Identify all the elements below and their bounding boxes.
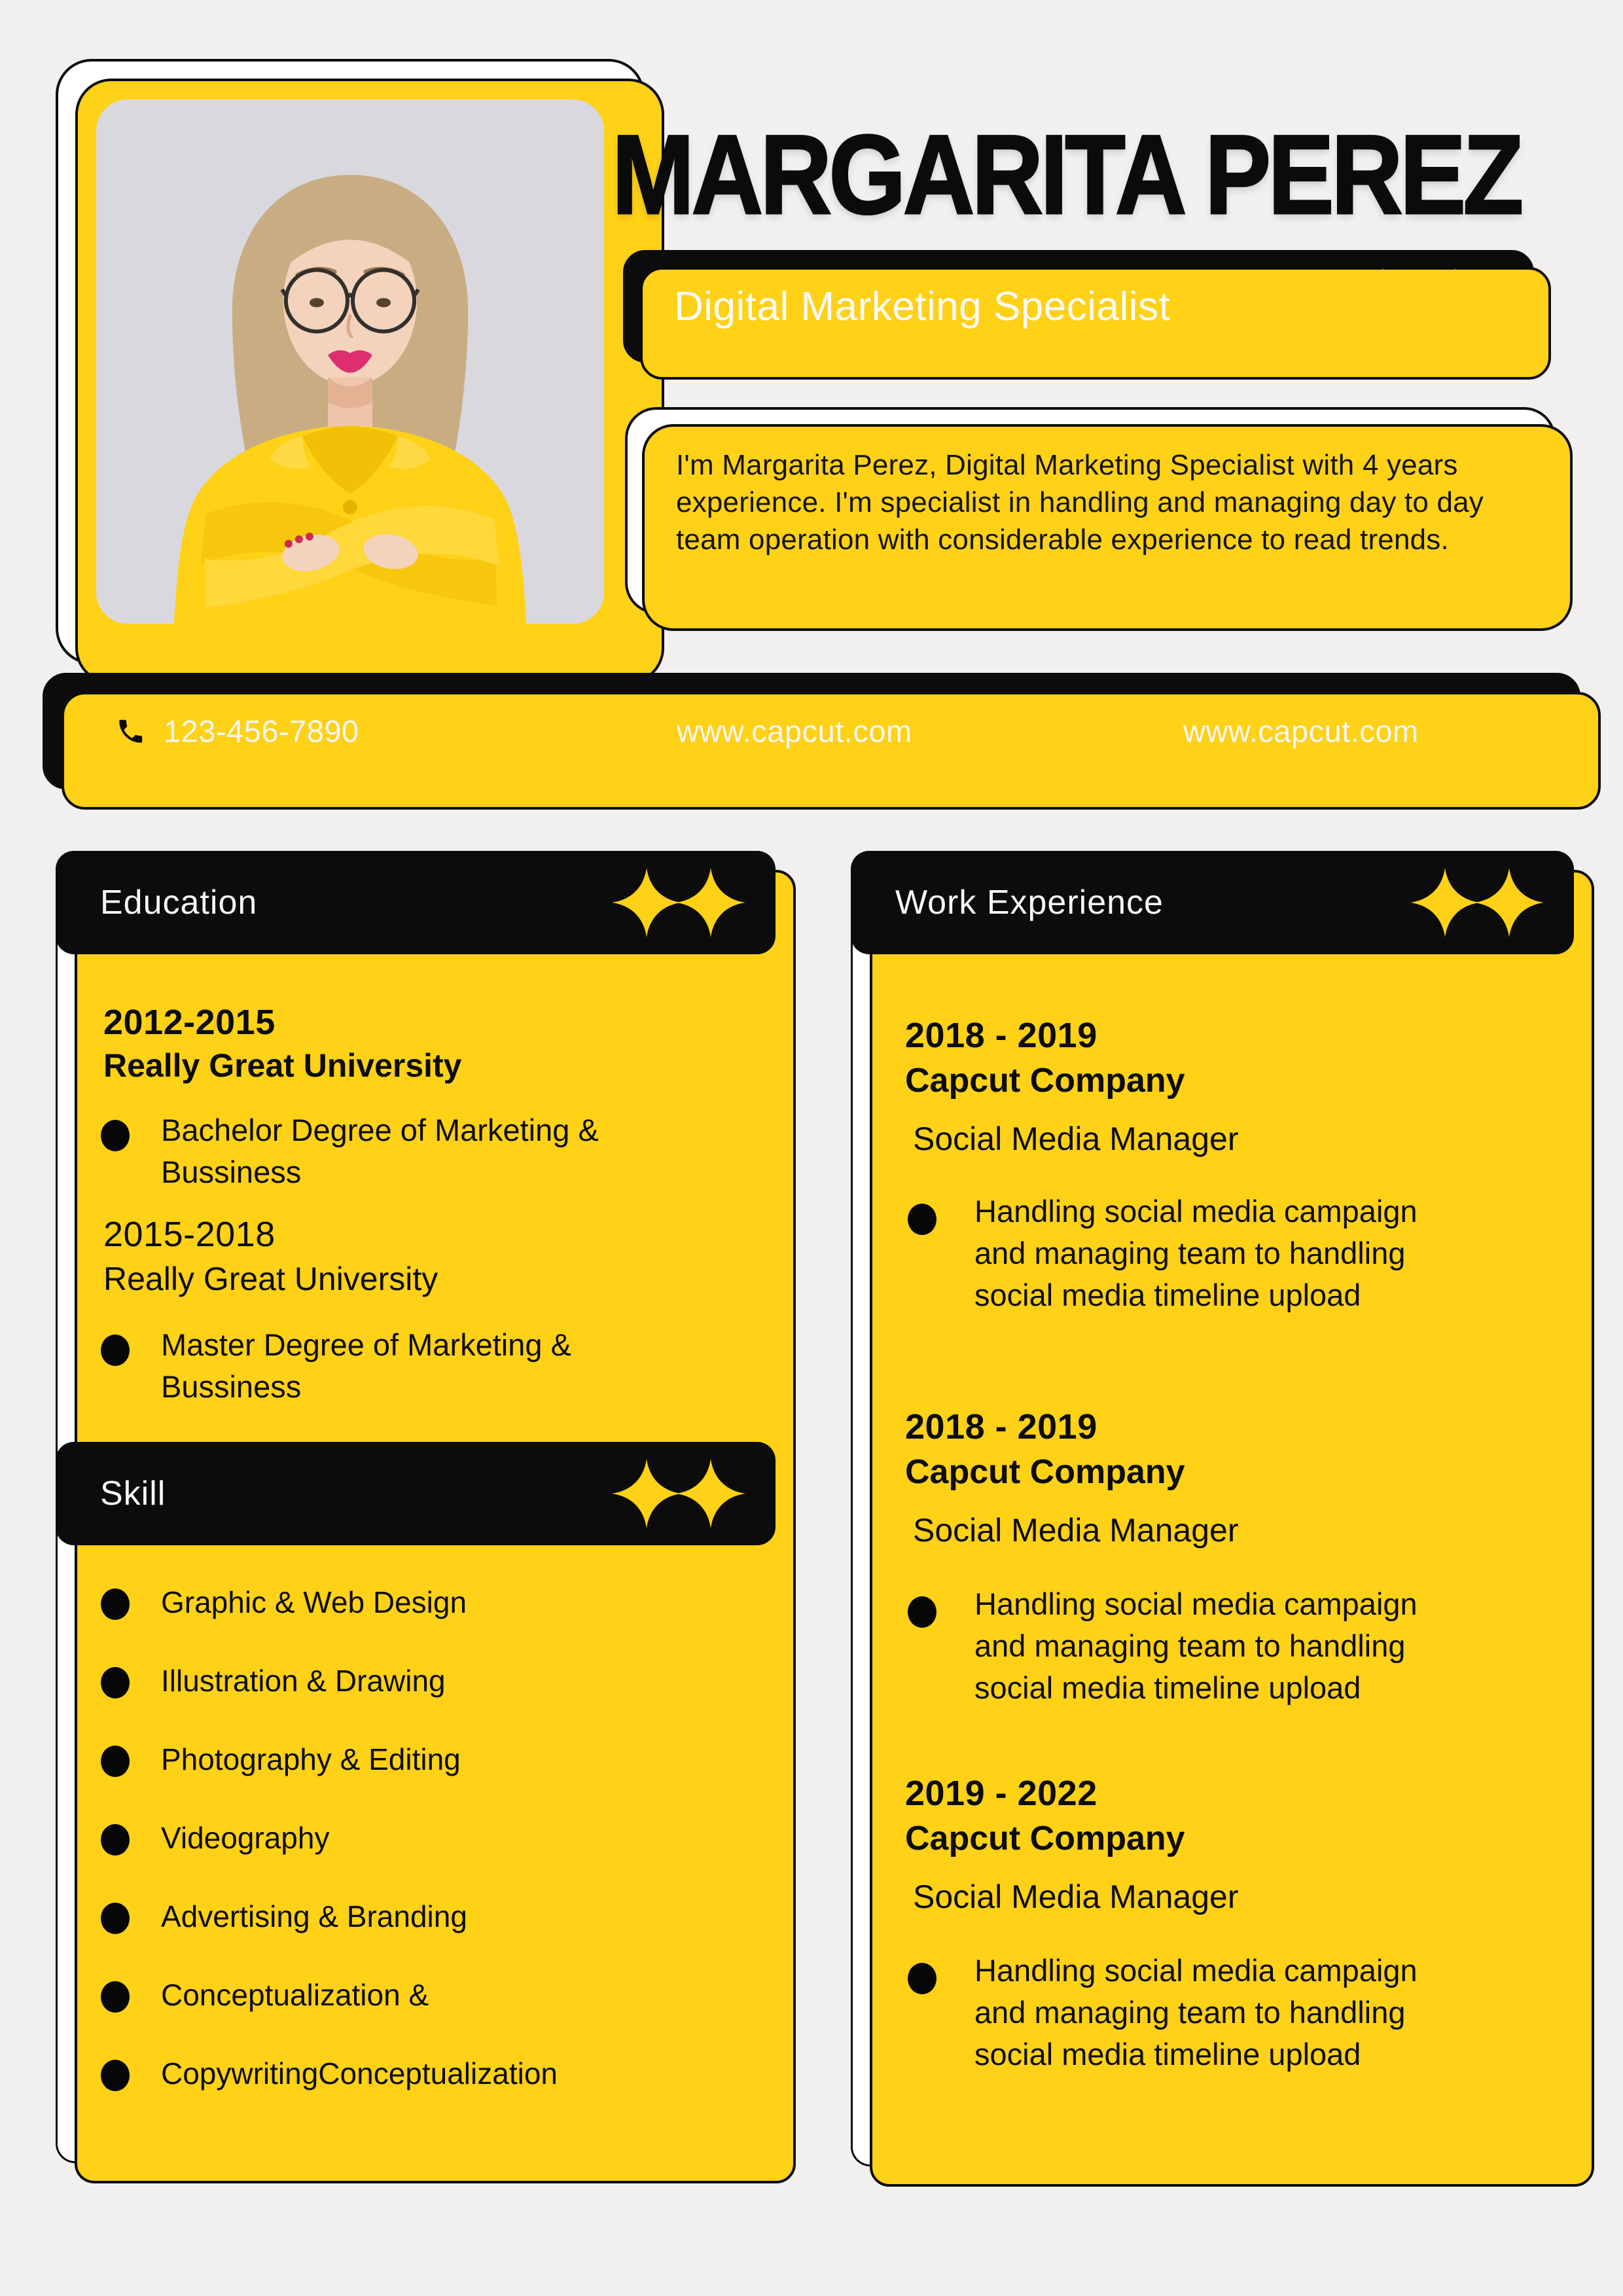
skill-item: Videography	[161, 1821, 330, 1855]
sparkle-icon	[1344, 268, 1493, 345]
about-card	[625, 407, 1556, 614]
bullet-dot	[908, 1204, 936, 1235]
sparkle-icon	[612, 1459, 745, 1528]
bullet-dot	[101, 1981, 130, 2013]
portrait-illustration	[96, 99, 604, 624]
job-company: Capcut Company	[905, 1453, 1185, 1491]
skill-item: Advertising & Branding	[161, 1899, 467, 1933]
bullet-dot	[101, 1903, 130, 1934]
job-years: 2018 - 2019	[905, 1407, 1097, 1446]
education-heading: Education	[100, 884, 258, 922]
location-text: www.capcut.com	[1183, 713, 1419, 749]
education-degree: Master Degree of Marketing & Bussiness	[161, 1327, 571, 1404]
phone-book-icon	[99, 700, 156, 762]
job-years: 2019 - 2022	[905, 1774, 1097, 1813]
skill-heading: Skill	[100, 1475, 166, 1513]
job-role: Social Media Manager	[913, 1878, 1239, 1915]
contact-bar	[43, 673, 1580, 789]
bullet-dot	[101, 2060, 130, 2091]
skill-item: Illustration & Drawing	[161, 1664, 446, 1698]
job-title-badge	[623, 250, 1534, 363]
bullet-dot	[101, 1667, 130, 1698]
person-name: MARGARITA PEREZ	[612, 112, 1521, 238]
skill-item: Graphic & Web Design	[161, 1585, 467, 1619]
bullet-dot	[101, 1824, 130, 1856]
pin-icon	[1124, 703, 1169, 759]
job-role: Social Media Manager	[913, 1512, 1239, 1549]
education-degree: Bachelor Degree of Marketing & Bussiness	[161, 1113, 599, 1189]
sparkle-icon	[612, 868, 745, 937]
education-years: 2015-2018	[103, 1215, 276, 1254]
job-years: 2018 - 2019	[905, 1016, 1097, 1055]
profile-photo	[96, 99, 604, 624]
bullet-dot	[908, 1963, 936, 1994]
phone-number: 123-456-7890	[164, 713, 359, 749]
work-experience-header	[851, 851, 1574, 954]
education-school: Really Great University	[103, 1261, 438, 1297]
bullet-dot	[101, 1120, 130, 1151]
education-years: 2012-2015	[103, 1003, 276, 1042]
job-role: Social Media Manager	[913, 1121, 1239, 1157]
education-skill-card	[56, 851, 776, 2163]
job-description: Handling social media campaign and managing team to handling social media timeline upload	[974, 1953, 1418, 2072]
sparkle-icon	[1410, 868, 1544, 937]
job-description: Handling social media campaign and managing team to handling social media timeline upload	[974, 1194, 1418, 1312]
website-url: www.capcut.com	[677, 713, 912, 749]
bullet-dot	[101, 1335, 130, 1366]
work-experience-card	[851, 851, 1574, 2166]
work-experience-heading: Work Experience	[895, 884, 1164, 922]
skill-item: CopywritingConceptualization	[161, 2056, 558, 2090]
job-title-label: Digital Marketing Specialist	[674, 283, 1171, 329]
skill-item: Photography & Editing	[161, 1742, 461, 1776]
bullet-dot	[908, 1596, 936, 1628]
job-company: Capcut Company	[905, 1062, 1185, 1100]
globe-icon	[597, 704, 652, 759]
about-text: I'm Margarita Perez, Digital Marketing Specialist with 4 years experience. I'm specialist in handling and managing day to day team operation with considerable experience to read trends.	[676, 449, 1484, 556]
job-description: Handling social media campaign and managing team to handling social media timeline upload	[974, 1587, 1418, 1705]
skill-item: Conceptualization &	[161, 1978, 429, 2012]
job-company: Capcut Company	[905, 1820, 1185, 1857]
bullet-dot	[101, 1588, 130, 1620]
education-school: Really Great University	[103, 1047, 462, 1084]
profile-photo-card	[56, 59, 645, 664]
education-header	[56, 851, 776, 954]
bullet-dot	[101, 1746, 130, 1777]
skill-header	[56, 1442, 776, 1545]
